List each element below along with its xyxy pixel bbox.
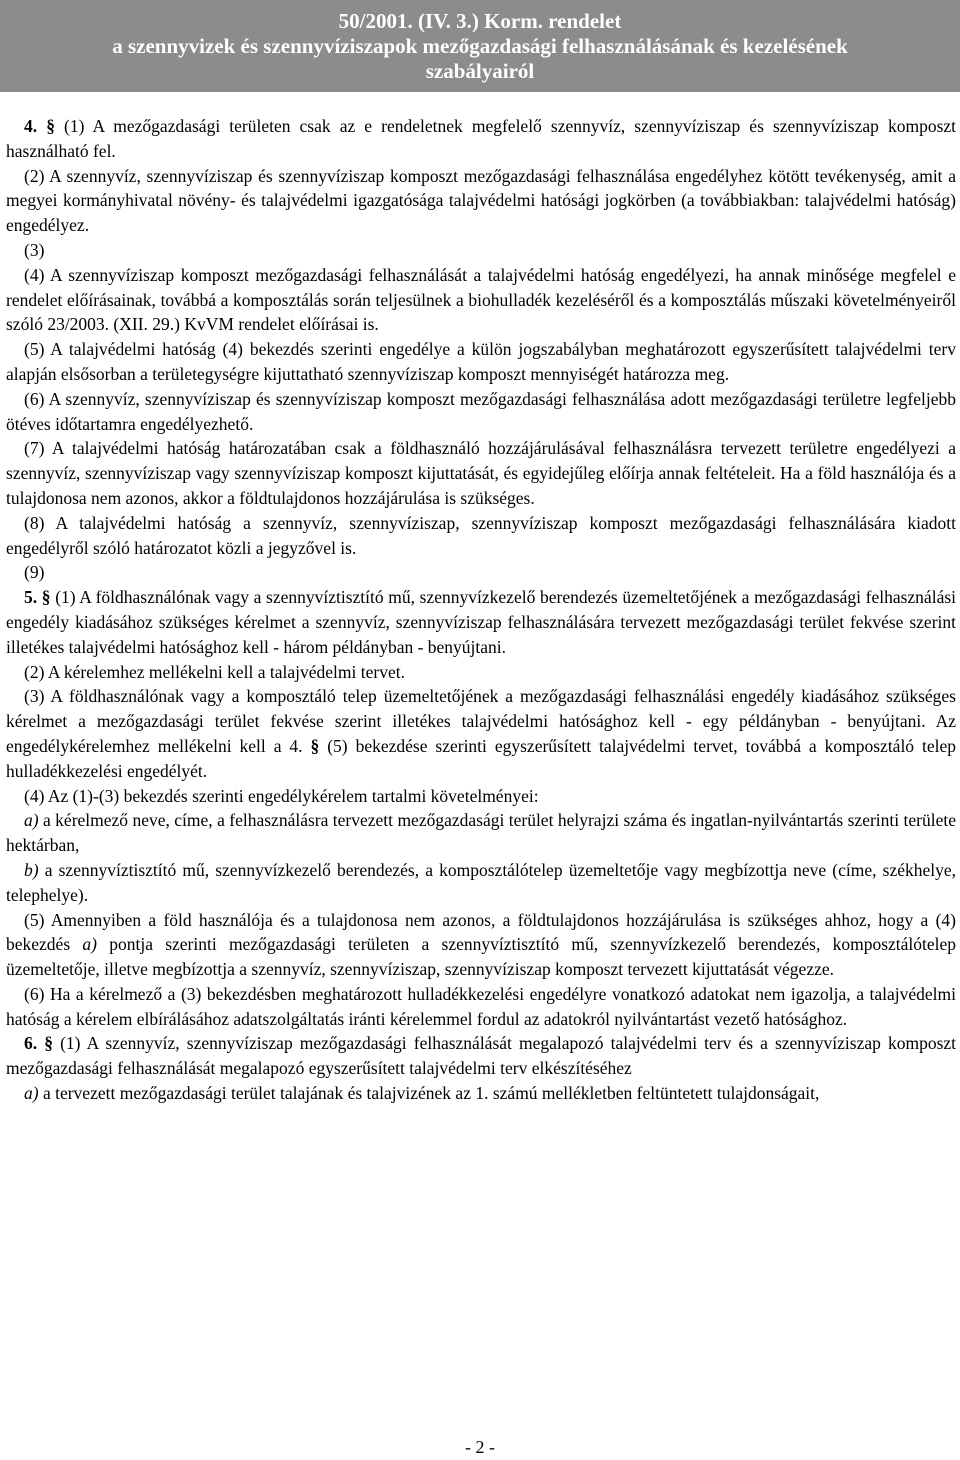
section-4-para-7: (7) A talajvédelmi hatóság határozatában csak a földhasználó hozzájárulásával felhasználásra tervezett területre engedélyezi a szennyvíz, szennyvíziszap vagy szennyvíziszap komposzt kijuttatását, és egyidejűleg előírja annak feltételeit. Ha a föld használója és a tulajdonosa nem azonos, akkor a földtulajdonos hozzájárulása is szükséges. bbox=[6, 438, 956, 508]
section-4-para-9: (9) bbox=[24, 562, 45, 583]
section-4-para-4: (4) A szennyvíziszap komposzt mezőgazdasági felhasználását a talajvédelmi hatóság engedélyezi, ha annak minősége megfelel e rendelet előírásainak, továbbá a komposztálás során teljesülnek a biohulladék kezeléséről és a komposztálás műszaki követelményeiről szóló 23/2003. (XII. 29.) KvVM rendelet előírásai is. bbox=[6, 264, 956, 335]
header-title: 50/2001. (IV. 3.) Korm. rendelet bbox=[338, 8, 622, 33]
section-4-para-2: (2) A szennyvíz, szennyvíziszap és szennyvíziszap komposzt mezőgazdasági felhasználása engedélyhez kötött tevékenység, amit a megyei kormányhivatal növény- és talajvédelmi igazgatósága talajvédelmi hatósági jogkörben (a továbbiakban: talajvédelmi hatóság) engedélyez. bbox=[6, 165, 956, 236]
section-4-para-3: (3) bbox=[24, 239, 45, 260]
section-number: 6. bbox=[24, 1033, 38, 1054]
section-4-para-5: (5) A talajvédelmi hatóság (4) bekezdés szerinti engedélye a külön jogszabályban meghatározott egyszerűsített talajvédelmi terv alapján elsősorban a területegységre kijuttatható szennyvíziszap komposzt mennyiségét határozza meg. bbox=[6, 339, 956, 384]
section-5-para-1: 5. § (1) A földhasználónak vagy a szennyvíztisztító mű, szennyvízkezelő berendezés üzemeltetőjének a mezőgazdasági felhasználási engedély kiadásához szükséges kérelmet a szennyvíz, szennyvíziszap felhasználására tervezett mezőgazdasági terület fekvése szerint illetékes talajvédelmi hatósághoz kell - három példányban - benyújtani. bbox=[6, 587, 957, 657]
document-body bbox=[6, 114, 956, 1106]
header-subtitle-end: szabályairól bbox=[425, 58, 535, 83]
section-6-para-1: 6. § (1) A szennyvíz, szennyvíziszap mezőgazdasági felhasználását megalapozó talajvédelmi terv és a szennyvíziszap komposzt mezőgazdasági felhasználását megalapozó egyszerűsített talajvédelmi terv elkészítéséhez bbox=[6, 1033, 957, 1079]
header-subtitle: a szennyvizek és szennyvíziszapok mezőgazdasági felhasználásának és kezelésének bbox=[112, 33, 848, 58]
section-sign: § bbox=[46, 116, 55, 136]
section-5-para-6: (6) Ha a kérelmező a (3) bekezdésben meghatározott hulladékkezelési engedélyre vonatkozó adatokat nem igazolja, a talajvédelmi hatóság a kérelem elbírálásához adatszolgáltatás iránti kérelemmel fordul az adatokról nyilvántartást vezető hatósághoz. bbox=[6, 983, 956, 1029]
section-sign: § bbox=[44, 1033, 53, 1054]
page-number: - 2 - bbox=[465, 1437, 495, 1457]
section-5-para-5: (5) Amennyiben a föld használója és a tulajdonosa nem azonos, a földtulajdonos hozzájárulása is szükséges ahhoz, hogy a (4) bekezdés a) pontja szerinti mezőgazdasági területen a szennyvíztisztító mű, szennyvízkezelő berendezés, komposztálótelep üzemeltetője, illetve megbízottja a szennyvíz, szennyvíziszap, szennyvíziszap komposzt tervezett kijuttatását végezze. bbox=[6, 909, 957, 980]
section-5-para-2: (2) A kérelemhez mellékelni kell a talajvédelmi tervet. bbox=[24, 661, 405, 682]
section-sign: § bbox=[41, 587, 51, 608]
section-number: 5. bbox=[24, 587, 38, 608]
document-header bbox=[0, 0, 960, 92]
section-6-point-a: a) a tervezett mezőgazdasági terület talajának és talajvizének az 1. számú mellékletben feltüntetett tulajdonságait, bbox=[24, 1083, 820, 1104]
section-5-point-b: b) a szennyvíztisztító mű, szennyvízkezelő berendezés, a komposztálótelep üzemeltetője vagy megbízottja neve (címe, székhelye, telephelye). bbox=[6, 859, 957, 905]
section-sign: § bbox=[310, 735, 320, 756]
section-5-point-a: a) a kérelmező neve, címe, a felhasználásra tervezett mezőgazdasági terület helyrajzi száma és ingatlan-nyilvántartás szerinti területe hektárban, bbox=[6, 810, 957, 856]
section-4-para-6: (6) A szennyvíz, szennyvíziszap és szennyvíziszap komposzt mezőgazdasági felhasználása adott mezőgazdasági területre legfeljebb ötéves időtartamra engedélyezhető. bbox=[6, 388, 956, 434]
section-number: 4. bbox=[24, 116, 38, 136]
section-4-para-8: (8) A talajvédelmi hatóság a szennyvíz, szennyvíziszap, szennyvíziszap komposzt mezőgazdasági felhasználására kiadott engedélyről szóló határozatot közli a jegyzővel is. bbox=[6, 512, 956, 558]
section-5-para-3: (3) A földhasználónak vagy a komposztáló telep üzemeltetőjének a mezőgazdasági felhasználási engedély kiadásához szükséges kérelmet a mezőgazdasági terület fekvése szerint illetékes talajvédelmi hatósághoz kell - egy példányban - benyújtani. Az engedélykérelemhez mellékelni kell a 4. § (5) bekezdése szerinti egyszerűsített talajvédelmi tervet, továbbá a komposztáló telep hulladékkezelési engedélyét. bbox=[6, 686, 957, 781]
section-4-para-1: 4. § (1) A mezőgazdasági területen csak az e rendeletnek megfelelő szennyvíz, szennyvíziszap és szennyvíziszap komposzt használható fel. bbox=[6, 116, 957, 161]
section-5-para-4: (4) Az (1)-(3) bekezdés szerinti engedélykérelem tartalmi követelményei: bbox=[24, 785, 539, 806]
